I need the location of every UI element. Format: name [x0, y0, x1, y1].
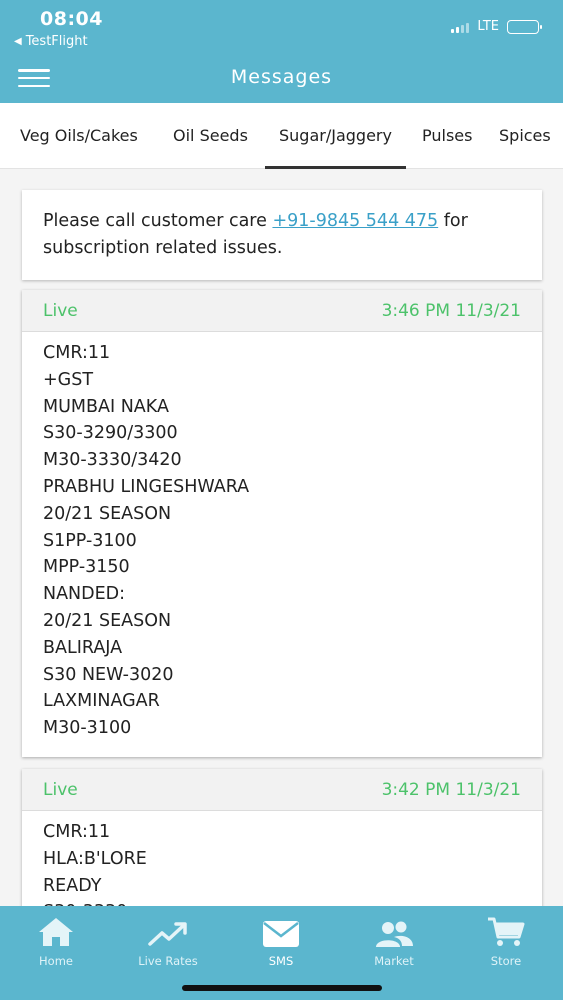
back-arrow-icon: ◀: [14, 36, 22, 47]
users-icon: [338, 912, 450, 948]
message-line: BALIRAJA: [43, 637, 123, 658]
nav-home[interactable]: [0, 906, 112, 976]
message-line: 20/21 SEASON: [43, 610, 172, 631]
message-line: LAXMINAGAR: [43, 691, 160, 712]
subscription-notice: [22, 190, 542, 280]
message-line: MPP-3150: [43, 557, 130, 578]
message-line: S30 NEW-3020: [43, 664, 174, 685]
nav-store[interactable]: [450, 906, 562, 976]
message-line: M30-3330/3420: [43, 450, 182, 471]
message-line: +GST: [43, 369, 94, 390]
home-icon: [0, 912, 112, 948]
status-time: 08:04: [40, 8, 103, 30]
message-line: MUMBAI NAKA: [43, 396, 169, 417]
message-line: CMR:11: [43, 343, 111, 363]
message-line: S30-3290/3300: [43, 423, 178, 444]
battery-icon: [507, 20, 539, 34]
message-line: HLA:B'LORE: [43, 848, 147, 869]
envelope-icon: [225, 912, 337, 948]
messages-list[interactable]: [0, 170, 563, 906]
message-line: 20/21 SEASON: [43, 503, 172, 524]
message-line: CMR:11: [43, 822, 111, 842]
message-header: [22, 290, 542, 332]
message-header: [22, 769, 542, 811]
tab-veg-oils-cakes[interactable]: Veg Oils/Cakes: [20, 126, 138, 145]
tab-pulses[interactable]: Pulses: [422, 126, 473, 145]
nav-live-rates-label: Live Rates: [138, 954, 198, 968]
back-to-testflight[interactable]: [14, 34, 88, 49]
nav-store-label: Store: [490, 954, 522, 968]
tab-sugar-jaggery[interactable]: Sugar/Jaggery: [279, 103, 392, 169]
message-status: Live: [43, 779, 78, 800]
message-card: [22, 290, 542, 757]
nav-sms[interactable]: [225, 906, 337, 976]
category-tabs: [0, 103, 563, 169]
notice-text-start: Please call customer care: [43, 211, 273, 231]
notice-text-end: for subscription related issues.: [43, 211, 468, 258]
tab-oil-seeds[interactable]: Oil Seeds: [173, 126, 248, 145]
home-indicator[interactable]: [182, 985, 382, 991]
message-status: Live: [43, 300, 78, 321]
cart-icon: [450, 912, 562, 948]
message-timestamp: 3:42 PM 11/3/21: [381, 779, 521, 800]
tab-spices[interactable]: Spices: [499, 126, 551, 145]
customer-care-phone-link[interactable]: +91-9845 544 475: [272, 211, 439, 231]
message-body: [22, 332, 542, 742]
status-indicators: [451, 19, 539, 34]
message-timestamp: 3:46 PM 11/3/21: [381, 300, 521, 321]
page-title: Messages: [230, 66, 333, 88]
trend-icon: [112, 912, 224, 948]
message-line: M30-3100: [43, 718, 132, 739]
app-header: [0, 0, 563, 103]
message-line: READY: [43, 875, 102, 896]
nav-market-label: Market: [374, 954, 414, 968]
nav-live-rates[interactable]: [112, 906, 224, 976]
message-line: S1PP-3100: [43, 530, 137, 551]
nav-market[interactable]: [338, 906, 450, 976]
nav-sms-label: SMS: [268, 954, 294, 968]
message-card: [22, 769, 542, 929]
network-label: LTE: [477, 19, 499, 34]
signal-icon: [451, 21, 469, 33]
back-app-label: TestFlight: [25, 34, 88, 49]
nav-home-label: Home: [39, 954, 73, 968]
message-line: PRABHU LINGESHWARA: [43, 476, 250, 497]
message-line: NANDED:: [43, 584, 126, 605]
